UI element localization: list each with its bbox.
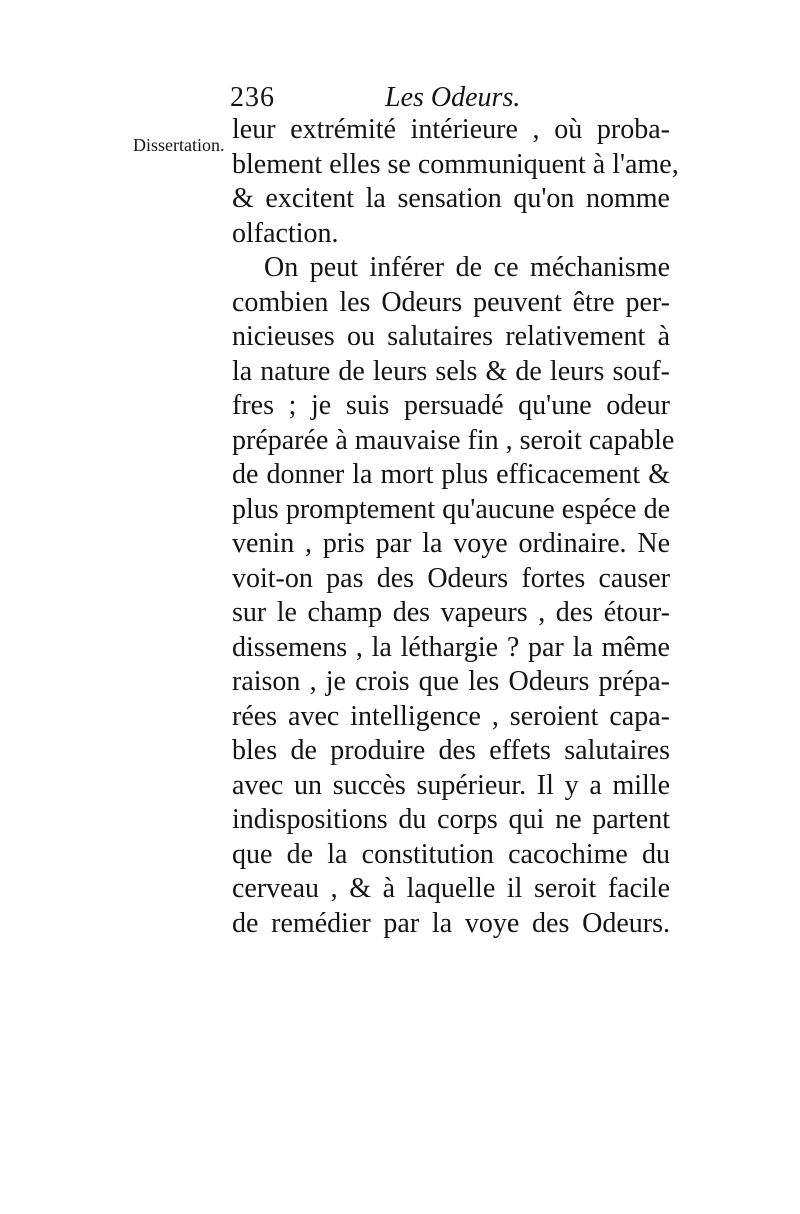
text-line: de donner la mort plus efficacement &	[232, 459, 670, 490]
text-line: avec un succès supérieur. Il y a mille	[232, 769, 670, 801]
text-line: sur le champ des vapeurs , des étour-	[232, 597, 670, 628]
text-line: venin , pris par la voye ordinaire. Ne	[232, 528, 670, 559]
text-line: rées avec intelligence , seroient capa-	[232, 700, 670, 732]
text-line: dissemens , la léthargie ? par la même	[232, 631, 670, 663]
margin-note: Dissertation.	[133, 135, 225, 155]
text-line: bles de produire des effets salutaires	[232, 735, 670, 766]
text-line: voit-on pas des Odeurs fortes causer	[232, 562, 670, 594]
text-line: préparée à mauvaise fin , seroit capable	[232, 424, 675, 456]
text-line: cerveau , & à laquelle il seroit facile	[232, 873, 670, 904]
text-line: & excitent la sensation qu'on nomme	[232, 183, 670, 214]
text-line: fres ; je suis persuadé qu'une odeur	[232, 390, 670, 421]
text-line: indispositions du corps qui ne partent	[232, 804, 670, 835]
text-line: blement elles se communiquent à l'ame,	[232, 148, 679, 180]
running-title: Les Odeurs.	[385, 82, 521, 113]
body-text	[232, 113, 679, 941]
text-line: leur extrémité intérieure , où proba-	[232, 114, 670, 145]
text-line: plus promptement qu'aucune espéce de	[232, 493, 670, 525]
text-line: que de la constitution cacochime du	[232, 838, 670, 870]
text-line: On peut inférer de ce méchanisme	[264, 252, 670, 283]
page-number: 236	[230, 82, 275, 113]
text-line: nicieuses ou salutaires relativement à	[232, 321, 670, 352]
text-line: de remédier par la voye des Odeurs.	[232, 907, 670, 939]
text-line: combien les Odeurs peuvent être per-	[232, 286, 670, 318]
text-line: olfaction.	[232, 217, 339, 249]
text-line: raison , je crois que les Odeurs prépa-	[232, 666, 670, 697]
text-line: la nature de leurs sels & de leurs souf-	[232, 355, 670, 387]
